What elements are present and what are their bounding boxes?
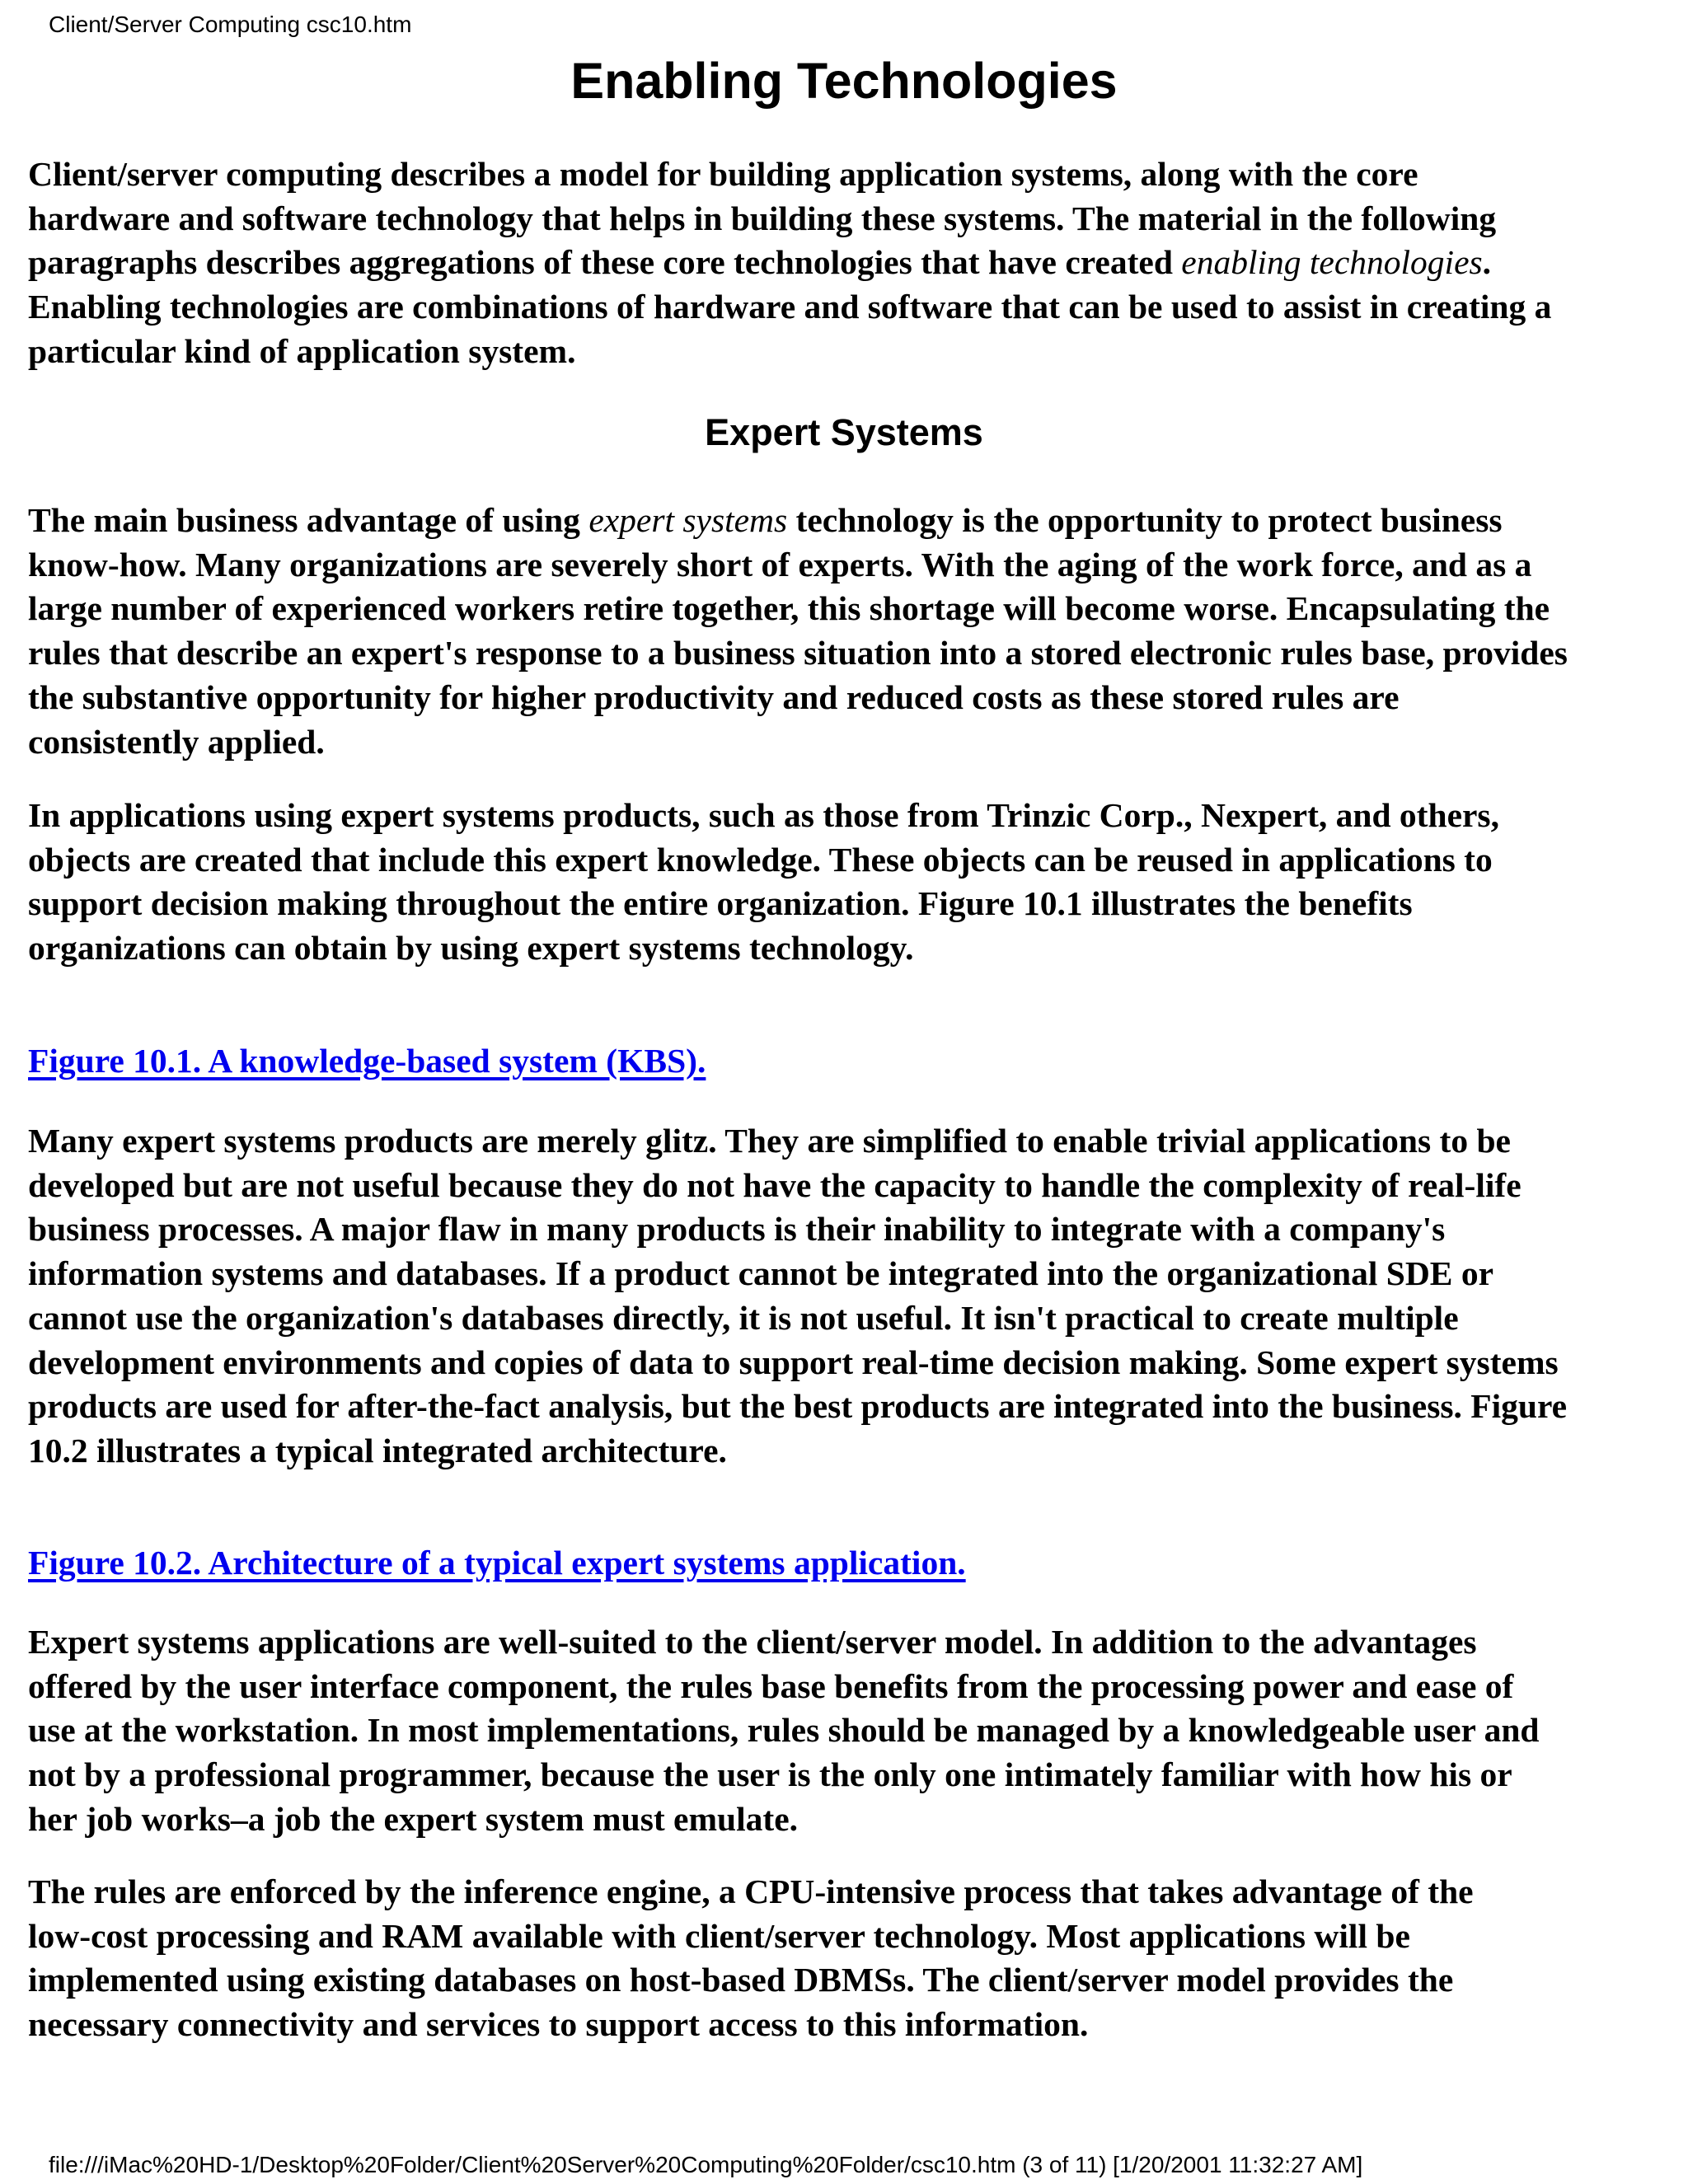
text-line: Client/server computing describes a model for building application systems, along with the core: [28, 155, 1418, 193]
text-line: products are used for after-the-fact analysis, but the best products are integrated into the business. Figure: [28, 1387, 1568, 1426]
text-line: the substantive opportunity for higher productivity and reduced costs as these stored rules are: [28, 677, 1400, 716]
text-line: developed but are not useful because they do not have the capacity to handle the complexity of real-life: [28, 1165, 1522, 1204]
paragraph-client-server-fit: [28, 1620, 1668, 1842]
text-line: particular kind of application system.: [28, 331, 576, 370]
text-line: support decision making throughout the entire organization. Figure 10.1 illustrates the benefits: [28, 884, 1413, 923]
text-line: know-how. Many organizations are severely short of experts. With the aging of the work force, and as a: [28, 545, 1532, 583]
text-line: implemented using existing databases on host-based DBMSs. The client/server model provides the: [28, 1961, 1454, 1999]
text-line: necessary connectivity and services to support access to this information.: [28, 2005, 1089, 2044]
figure-10-1-link[interactable]: Figure 10.1. A knowledge-based system (KBS).: [28, 1042, 706, 1080]
text-line: organizations can obtain by using expert systems technology.: [28, 929, 914, 968]
text-line: hardware and software technology that helps in building these systems. The material in the following: [28, 199, 1497, 237]
text-line: low-cost processing and RAM available with client/server technology. Most applications will be: [28, 1916, 1410, 1955]
text-line: 10.2 illustrates a typical integrated architecture.: [28, 1431, 727, 1469]
text-line: use at the workstation. In most implementations, rules should be managed by a knowledgeable user and: [28, 1711, 1540, 1750]
text-line: business processes. A major flaw in many products is their inability to integrate with a company's: [28, 1210, 1446, 1249]
intro-paragraph: [28, 152, 1668, 374]
text-line: cannot use the organization's databases directly, it is not useful. It isn't practical to create multiple: [28, 1298, 1459, 1337]
text-line: her job works–a job the expert system must emulate.: [28, 1799, 799, 1838]
page-title: Enabling Technologies: [570, 53, 1118, 109]
paragraph-inference-engine: [28, 1870, 1668, 2047]
paragraph-glitz: [28, 1119, 1668, 1474]
text-line: Enabling technologies are combinations of hardware and software that can be used to assist in creating a: [28, 288, 1552, 326]
text-line: Expert systems applications are well-suited to the client/server model. In addition to the advantages: [28, 1623, 1477, 1661]
page-footer-url: file:///iMac%20HD-1/Desktop%20Folder/Client%20Server%20Computing%20Folder/csc10.htm (3 of 11) [1/20/2001 11:32:27 AM]: [49, 2152, 1363, 2177]
emphasis-term: expert systems: [588, 501, 788, 539]
section-heading: Expert Systems: [705, 411, 983, 453]
text-line: rules that describe an expert's response to a business situation into a stored electronic rules base, provides: [28, 634, 1568, 673]
page-header-title: Client/Server Computing csc10.htm: [49, 12, 412, 37]
emphasis-term: enabling technologies: [1181, 243, 1483, 282]
text-line: The rules are enforced by the inference engine, a CPU-intensive process that takes advantage of the: [28, 1872, 1474, 1910]
text-line: Many expert systems products are merely glitz. They are simplified to enable trivial applications to be: [28, 1122, 1511, 1160]
text-line: not by a professional programmer, because the user is the only one intimately familiar with how his or: [28, 1755, 1512, 1794]
text-line: consistently applied.: [28, 722, 325, 761]
text-line: large number of experienced workers retire together, this shortage will become worse. Encapsulating the: [28, 589, 1550, 628]
text-line: development environments and copies of data to support real-time decision making. Some expert systems: [28, 1343, 1559, 1381]
text-line: paragraphs describes aggregations of these core technologies that have created enabling technologies.: [28, 243, 1492, 282]
text-line: offered by the user interface component, the rules base benefits from the processing power and ease of: [28, 1666, 1514, 1705]
text-line: objects are created that include this expert knowledge. These objects can be reused in applications to: [28, 840, 1493, 879]
paragraph-business-advantage: [28, 499, 1668, 764]
text-line: In applications using expert systems products, such as those from Trinzic Corp., Nexpert, and others,: [28, 796, 1499, 834]
figure-10-2-link[interactable]: Figure 10.2. Architecture of a typical expert systems application.: [28, 1544, 966, 1582]
paragraph-expert-products: [28, 794, 1668, 971]
text-line: information systems and databases. If a product cannot be integrated into the organizational SDE or: [28, 1254, 1494, 1293]
text-line: The main business advantage of using expert systems technology is the opportunity to protect business: [28, 501, 1503, 539]
